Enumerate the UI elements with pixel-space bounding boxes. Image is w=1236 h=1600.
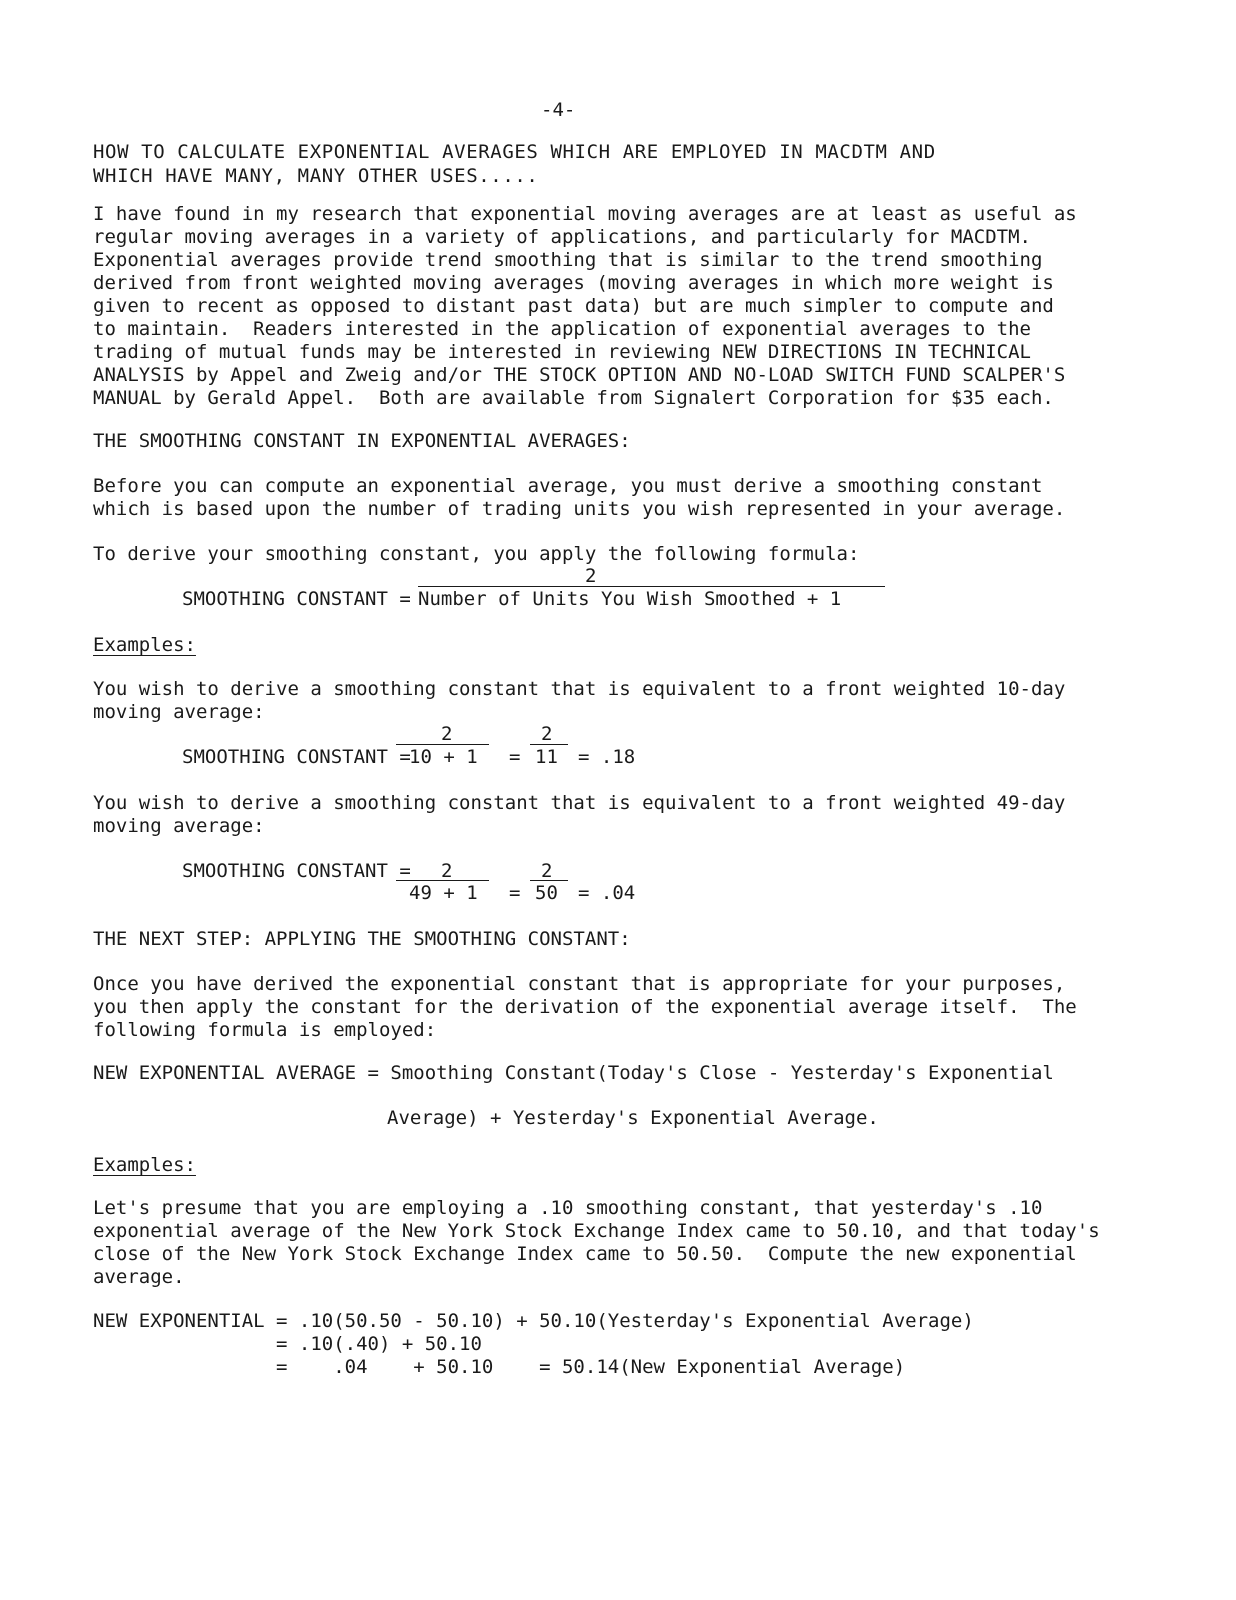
example-10-numerator-2: 2 [541, 723, 553, 745]
title-line: WHICH HAVE MANY, MANY OTHER USES..... [93, 165, 539, 187]
paragraph-line: moving average: [93, 701, 265, 723]
title-line: HOW TO CALCULATE EXPONENTIAL AVERAGES WHICH ARE EMPLOYED IN MACDTM AND [93, 141, 936, 163]
example-10-equals: = [509, 746, 521, 768]
example-49-numerator-1: 2 [441, 860, 453, 882]
paragraph-line: Let's presume that you are employing a .10 smoothing constant, that yesterday's .10 [93, 1197, 1043, 1219]
presume-paragraph [93, 1197, 1100, 1289]
page-number: -4- [541, 99, 576, 121]
example-49-intro [93, 792, 1093, 838]
paragraph-line: I have found in my research that exponential moving averages are at least as useful as [93, 203, 1077, 225]
example-10-label: SMOOTHING CONSTANT = [182, 746, 411, 768]
paragraph-line: which is based upon the number of trading units you wish represented in your average. [93, 498, 1066, 520]
calculation-block [93, 1310, 1093, 1379]
intro-paragraph [93, 203, 1093, 410]
example-10-denominator-2: 11 [535, 746, 558, 768]
examples-label: Examples: [93, 1154, 196, 1176]
paragraph-line: average. [93, 1266, 185, 1288]
paragraph-line: close of the New York Stock Exchange Index came to 50.50. Compute the new exponential [93, 1243, 1077, 1265]
paragraph-line: Once you have derived the exponential constant that is appropriate for your purposes, [93, 973, 1066, 995]
calculation-line: = .10(.40) + 50.10 [93, 1333, 482, 1355]
new-average-formula-line-2: Average) + Yesterday's Exponential Average. [387, 1107, 879, 1129]
derive-line: To derive your smoothing constant, you apply the following formula: [93, 543, 860, 565]
example-10-denominator-1: 10 + 1 [409, 746, 478, 768]
formula-label: SMOOTHING CONSTANT = [182, 588, 423, 610]
example-49-equals: = [509, 882, 521, 904]
paragraph-line: Before you can compute an exponential average, you must derive a smoothing constant [93, 475, 1043, 497]
examples-label: Examples: [93, 634, 196, 656]
example-10-result: = .18 [578, 746, 636, 768]
calculation-line: = .04 + 50.10 = 50.14(New Exponential Average) [93, 1356, 906, 1378]
fraction-bar [396, 880, 489, 881]
example-49-label: SMOOTHING CONSTANT = [182, 860, 411, 882]
formula-denominator: Number of Units You Wish Smoothed + 1 [418, 588, 842, 610]
fraction-bar [530, 880, 568, 881]
fraction-bar [418, 586, 885, 587]
fraction-bar [530, 744, 568, 745]
once-paragraph [93, 973, 1093, 1042]
paragraph-line: Exponential averages provide trend smoothing that is similar to the trend smoothing [93, 249, 1043, 271]
new-average-formula-line-1: NEW EXPONENTIAL AVERAGE = Smoothing Constant(Today's Close - Yesterday's Exponential [93, 1062, 1054, 1084]
example-49-numerator-2: 2 [541, 860, 553, 882]
paragraph-line: you then apply the constant for the derivation of the exponential average itself. The [93, 996, 1077, 1018]
section-title [93, 140, 1093, 188]
paragraph-line: trading of mutual funds may be interested in reviewing NEW DIRECTIONS IN TECHNICAL [93, 341, 1031, 363]
calculation-line: NEW EXPONENTIAL = .10(50.50 - 50.10) + 50.10(Yesterday's Exponential Average) [93, 1310, 974, 1332]
paragraph-line: exponential average of the New York Stock Exchange Index came to 50.10, and that today's [93, 1220, 1100, 1242]
paragraph-line: following formula is employed: [93, 1019, 437, 1041]
example-10-intro [93, 678, 1093, 724]
formula-numerator: 2 [585, 565, 597, 587]
paragraph-line: regular moving averages in a variety of applications, and particularly for MACDTM. [93, 226, 1031, 248]
fraction-bar [396, 744, 489, 745]
paragraph-line: MANUAL by Gerald Appel. Both are available from Signalert Corporation for $35 each. [93, 387, 1054, 409]
example-10-numerator-1: 2 [441, 723, 453, 745]
next-step-heading: THE NEXT STEP: APPLYING THE SMOOTHING CONSTANT: [93, 928, 631, 950]
example-49-denominator-1: 49 + 1 [409, 882, 478, 904]
paragraph-line: You wish to derive a smoothing constant that is equivalent to a front weighted 49-day [93, 792, 1066, 814]
paragraph-line: You wish to derive a smoothing constant that is equivalent to a front weighted 10-day [93, 678, 1066, 700]
paragraph-line: derived from front weighted moving averages (moving averages in which more weight is [93, 272, 1054, 294]
smoothing-heading: THE SMOOTHING CONSTANT IN EXPONENTIAL AVERAGES: [93, 430, 631, 452]
paragraph-line: ANALYSIS by Appel and Zweig and/or THE STOCK OPTION AND NO-LOAD SWITCH FUND SCALPER'S [93, 364, 1066, 386]
paragraph-line: given to recent as opposed to distant past data) but are much simpler to compute and [93, 295, 1054, 317]
paragraph-line: to maintain. Readers interested in the application of exponential averages to the [93, 318, 1031, 340]
paragraph-line: moving average: [93, 815, 265, 837]
before-paragraph [93, 475, 1093, 521]
example-49-denominator-2: 50 [535, 882, 558, 904]
example-49-result: = .04 [578, 882, 636, 904]
